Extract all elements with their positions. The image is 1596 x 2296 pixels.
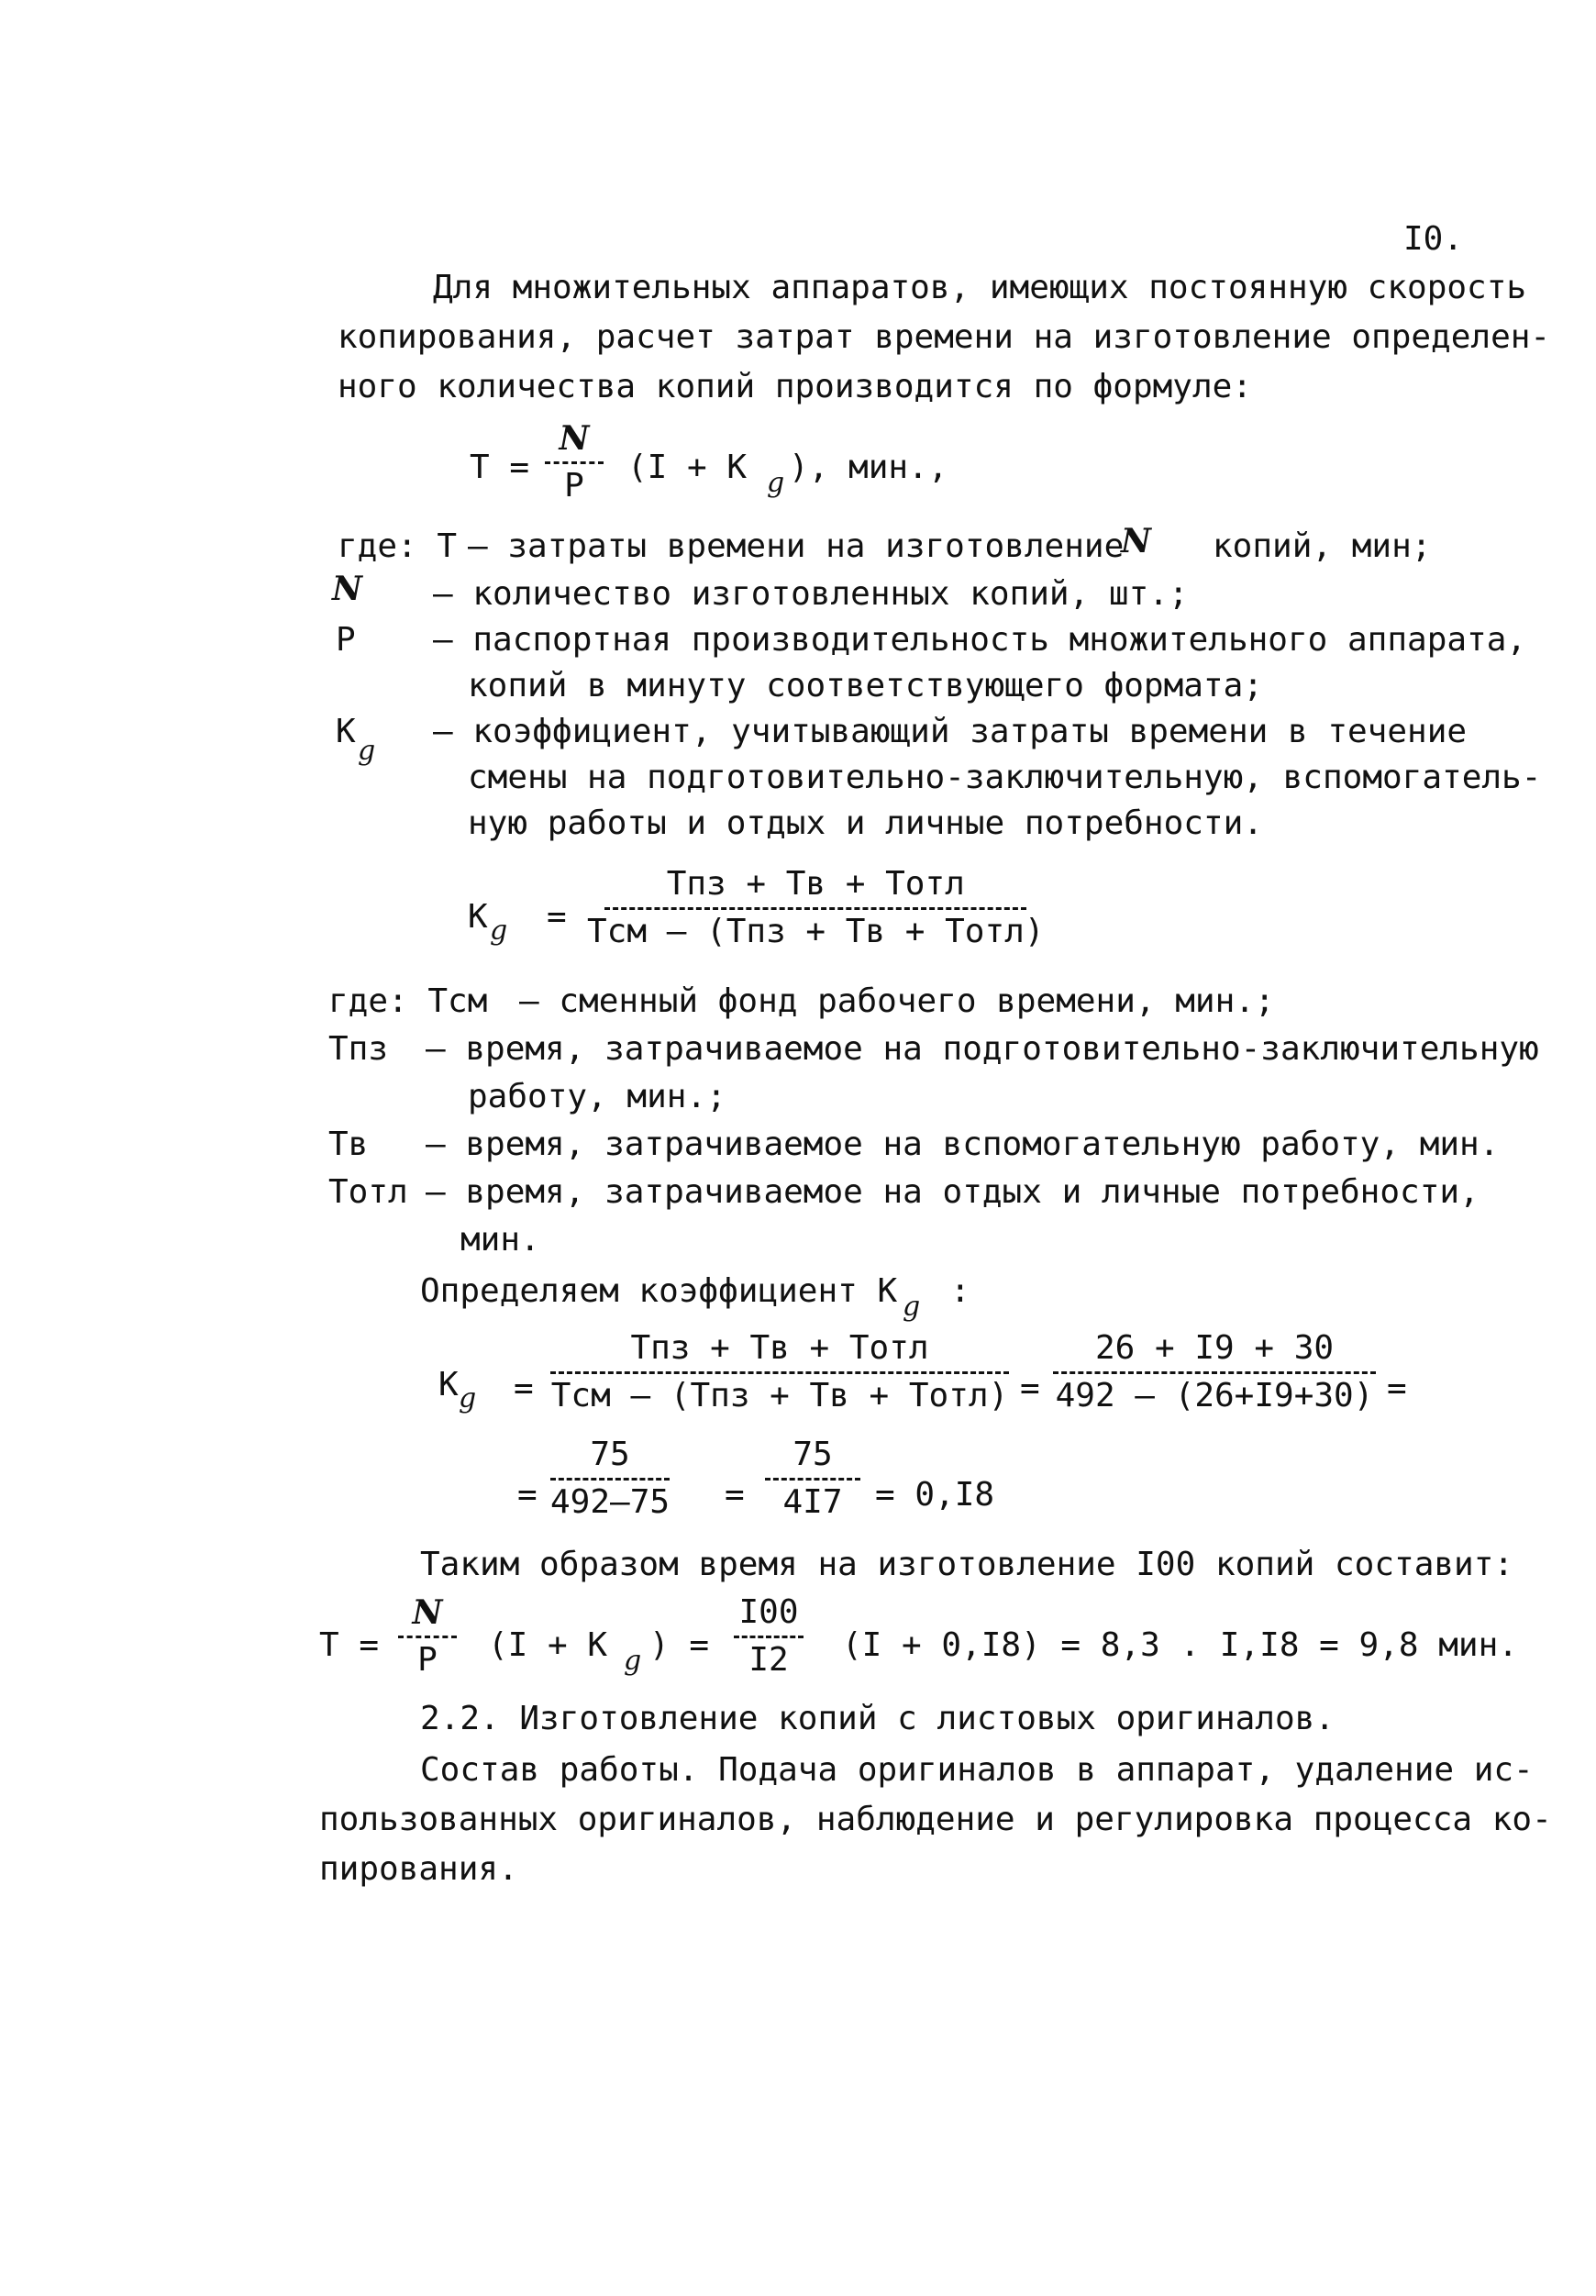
legend-sym-T: где: T	[338, 527, 458, 565]
legend2-text-Totl-2: мин.	[460, 1221, 540, 1259]
legend-text-T-2: копий, мин;	[1213, 527, 1432, 565]
formula3-eq4: =	[517, 1476, 538, 1514]
fraction-denominator: P	[564, 467, 584, 505]
legend2-text-Totl: – время, затрачиваемое на отдых и личные потребности,	[426, 1173, 1480, 1211]
fraction-numerator: N	[559, 419, 590, 458]
fraction-numerator: I00	[738, 1593, 799, 1631]
legend-text-N: – количество изготовленных копий, шт.;	[433, 575, 1189, 613]
formula3-fraction-3	[550, 1438, 670, 1519]
fraction-numerator: N	[412, 1593, 443, 1632]
legend2-text-Tv: – время, затрачиваемое на вспомогательную работу, мин.	[426, 1126, 1500, 1163]
fraction-numerator: 26 + I9 + 30	[1094, 1329, 1335, 1367]
formula4-fraction-1	[398, 1593, 457, 1679]
composition-line-2: пользованных оригиналов, наблюдение и регулировка процесса ко-	[319, 1801, 1552, 1838]
determine-text: Определяем коэффициент K	[420, 1272, 898, 1310]
formula-fraction	[545, 419, 604, 505]
formula-subscript: g	[767, 467, 785, 499]
legend-text-T: – затраты времени на изготовление	[468, 527, 1125, 565]
formula3-fraction-2	[1053, 1329, 1376, 1414]
formula3-fraction-1	[550, 1329, 1009, 1414]
formula3-lhs: K	[438, 1366, 459, 1403]
legend-sym-K: K	[336, 713, 356, 750]
formula4-mid2: ) =	[649, 1626, 710, 1664]
fraction-denominator: I2	[748, 1641, 789, 1679]
intro-line-1: Для множительных аппаратов, имеющих постоянную скорость	[433, 269, 1527, 306]
composition-line-3: пирования.	[319, 1850, 518, 1888]
formula4-subscript: g	[624, 1645, 642, 1677]
fraction-denominator: 4I7	[782, 1483, 843, 1521]
formula4-tail: (I + 0,I8) = 8,3 . I,I8 = 9,8 мин.	[842, 1626, 1518, 1664]
formula3-subscript: g	[459, 1382, 477, 1414]
intro-line-3: ного количества копий производится по формуле:	[338, 368, 1252, 405]
determine-subscript: g	[903, 1291, 921, 1323]
legend2-text-Tpz: – время, затрачиваемое на подготовительно-заключительную	[426, 1030, 1539, 1068]
formula2-lhs: K	[468, 898, 488, 936]
fraction-denominator: Tсм – (Tпз + Tв + Tотл)	[550, 1377, 1009, 1414]
legend-sym-P: P	[336, 621, 356, 659]
determine-colon: :	[950, 1272, 970, 1310]
formula-tail: ), мин.,	[789, 449, 948, 486]
formula3-eq1: =	[514, 1370, 534, 1407]
formula3-eq3: =	[1387, 1370, 1407, 1407]
formula2-eq: =	[547, 898, 567, 936]
fraction-numerator: 75	[792, 1436, 833, 1473]
legend-text-K-3: ную работы и отдых и личные потребности.	[468, 804, 1263, 842]
formula4-fraction-2	[734, 1593, 804, 1679]
legend-sym-N-inline: N	[1121, 522, 1151, 560]
fraction-denominator: Tсм – (Tпз + Tв + Tотл)	[587, 913, 1045, 950]
fraction-numerator: 75	[590, 1436, 630, 1473]
formula-lhs: T =	[470, 449, 530, 486]
formula2-fraction	[587, 865, 1045, 950]
legend-text-P: – паспортная производительность множительного аппарата,	[433, 621, 1527, 659]
formula3-fraction-4	[765, 1438, 860, 1519]
section-heading: 2.2. Изготовление копий с листовых оригиналов.	[420, 1700, 1335, 1737]
formula3-result: = 0,I8	[875, 1476, 995, 1514]
legend-text-K: – коэффициент, учитывающий затраты времени в течение	[433, 713, 1468, 750]
page-number: I0.	[1403, 220, 1464, 258]
fraction-numerator: Tпз + Tв + Tотл	[666, 865, 965, 903]
formula3-eq5: =	[725, 1476, 745, 1514]
legend2-sym-Tpz: Tпз	[328, 1030, 389, 1068]
legend-text-P-2: копий в минуту соответствующего формата;	[468, 667, 1263, 704]
legend2-sym-Tv: Tв	[328, 1126, 369, 1163]
fraction-numerator: Tпз + Tв + Tотл	[630, 1329, 929, 1367]
legend2-sym-Totl: Tотл	[328, 1173, 408, 1211]
formula4-lhs: T =	[319, 1626, 380, 1664]
legend-text-K-2: смены на подготовительно-заключительную, вспомогатель-	[468, 759, 1542, 796]
formula3-eq2: =	[1020, 1370, 1040, 1407]
fraction-denominator: P	[417, 1641, 438, 1679]
legend-sym-N: N	[332, 570, 362, 608]
legend-sym-K-sub: g	[358, 735, 376, 767]
legend2-text-Tpz-2: работу, мин.;	[468, 1078, 726, 1115]
thus-text: Таким образом время на изготовление I00 копий составит:	[420, 1546, 1514, 1583]
legend2-text-Tcm: – сменный фонд рабочего времени, мин.;	[519, 982, 1275, 1020]
fraction-denominator: 492 – (26+I9+30)	[1055, 1377, 1374, 1414]
formula4-mid1: (I + K	[488, 1626, 608, 1664]
intro-line-2: копирования, расчет затрат времени на изготовление определен-	[338, 318, 1551, 356]
fraction-denominator: 492–75	[550, 1483, 671, 1521]
formula2-subscript: g	[490, 915, 508, 947]
legend2-sym-Tcm: где: Tсм	[328, 982, 488, 1020]
formula-rhs: (I + K	[627, 449, 748, 486]
composition-line-1: Состав работы. Подача оригиналов в аппарат, удаление ис-	[420, 1751, 1534, 1789]
